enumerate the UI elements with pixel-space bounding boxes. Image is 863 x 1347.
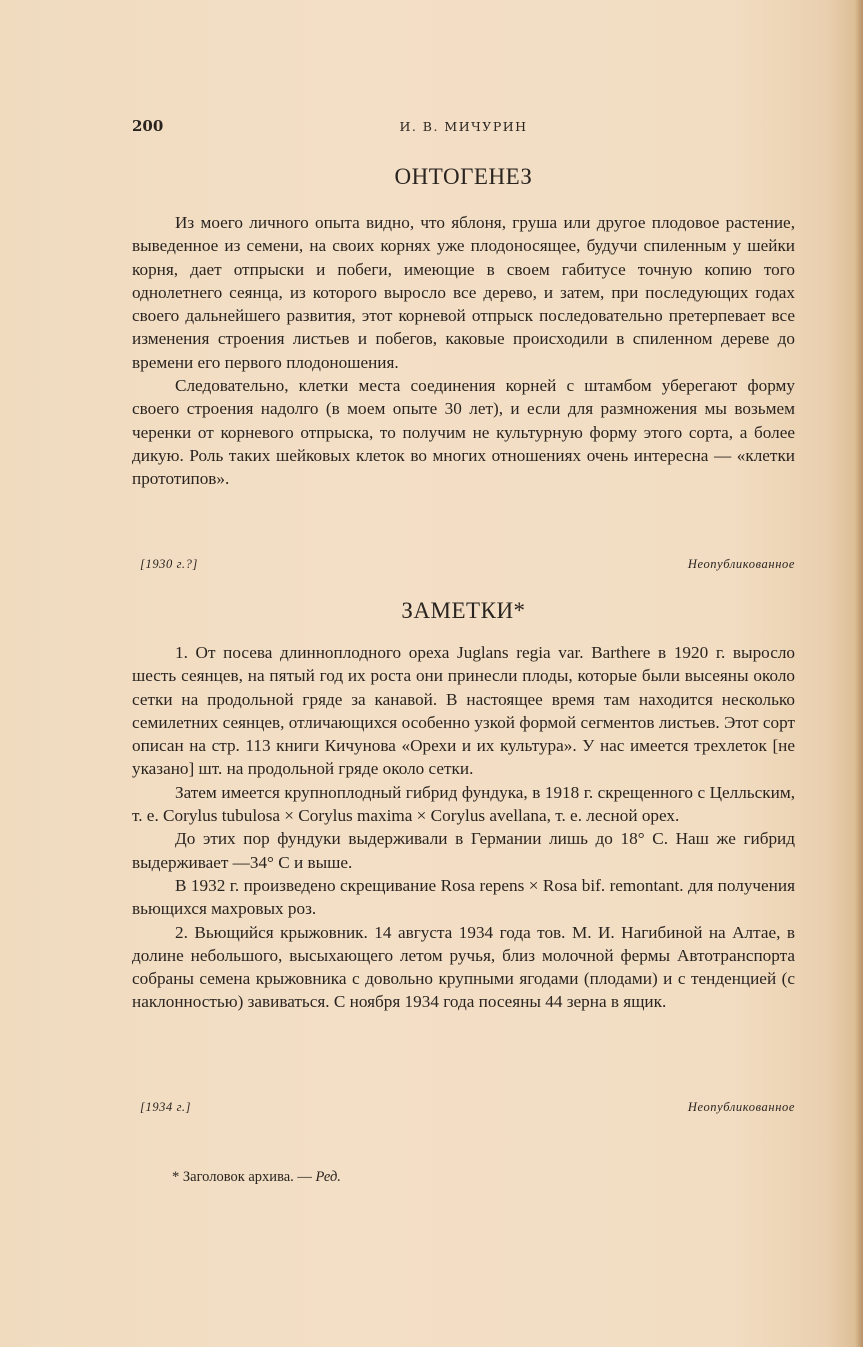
footnote-text: * Заголовок архива. —: [172, 1169, 316, 1185]
section-body-ontogenez: [132, 211, 795, 491]
paragraph: До этих пор фундуки выдерживали в Германии лишь до 18° С. Наш же гибрид выдерживает —34° С и выше.: [132, 829, 795, 872]
paragraph: Из моего личного опыта видно, что яблоня, груша или другое плодовое растение, выведенное из семени, на своих корнях уже плодоносящее, будучи спиленным у шейки корня, дает отпрыски и побеги, имеющие в своем габитусе точную копию того однолетнего сеянца, из которого выросло все дерево, и затем, при последующих годах своего дальнейшего развития, этот корневой отпрыск последовательно претерпевает все изменения строения листьев и побегов, каковые происходили в спиленном дереве до времени его первого плодоношения.: [132, 213, 795, 372]
section-title-zametki: ЗАМЕТКИ*: [401, 598, 526, 623]
section-title-ontogenez: ОНТОГЕНЕЗ: [394, 164, 533, 189]
page-header: [132, 117, 795, 139]
paragraph: Следовательно, клетки места соединения корней с штамбом уберегают форму своего строения надолго (в моем опыте 30 лет), и если для размножения мы возьмем черенки от корневого отпрыска, то получим не культурную форму этого сорта, а более дикую. Роль таких шейковых клеток во многих отношениях очень интересна — «клетки прототипов».: [132, 376, 795, 489]
date-note: [1934 г.]: [140, 1100, 192, 1114]
publication-status: Неопубликованное: [687, 557, 795, 571]
page-number: 200: [132, 117, 164, 135]
page-edge-shadow: [855, 0, 863, 1347]
publication-status: Неопубликованное: [687, 1100, 795, 1114]
dateline-ontogenez: [132, 557, 795, 575]
footnote-editor: Ред.: [315, 1169, 341, 1185]
section-body-zametki: [132, 641, 795, 1014]
date-note: [1930 г.?]: [140, 557, 198, 571]
footnote: [172, 1169, 341, 1186]
paragraph: В 1932 г. произведено скрещивание Rosa repens × Rosa bif. remontant. для получения вьющихся махровых роз.: [132, 875, 795, 919]
running-head: И. В. МИЧУРИН: [399, 119, 528, 134]
paragraph: 2. Вьющийся крыжовник. 14 августа 1934 года тов. М. И. Нагибиной на Алтае, в долине небольшого, высыхающего летом ручья, близ молочной фермы Автотранспорта собраны семена крыжовника с довольно крупными ягодами (плодами) и с тенденцией (с наклонностью) завиваться. С ноября 1934 года посеяны 44 зерна в ящик.: [132, 922, 795, 1012]
paragraph: 1. От посева длинноплодного ореха Juglans regia var. Barthere в 1920 г. выросло шесть сеянцев, на пятый год их роста они принесли плоды, которые были высеяны около сетки на продольной гряде за канавой. В настоящее время там находится несколько семилетних сеянцев, отличающихся особенно узкой формой сегментов листьев. Этот сорт описан на стр. 113 книги Кичунова «Орехи и их культура». У нас имеется трехлеток [не указано] шт. на продольной гряде около сетки.: [132, 643, 795, 779]
paragraph: Затем имеется крупноплодный гибрид фундука, в 1918 г. скрещенного с Целльским, т. е. Corylus tubulosa × Corylus maxima × Corylus avellana, т. е. лесной орех.: [132, 782, 795, 826]
dateline-zametki: [132, 1100, 795, 1118]
